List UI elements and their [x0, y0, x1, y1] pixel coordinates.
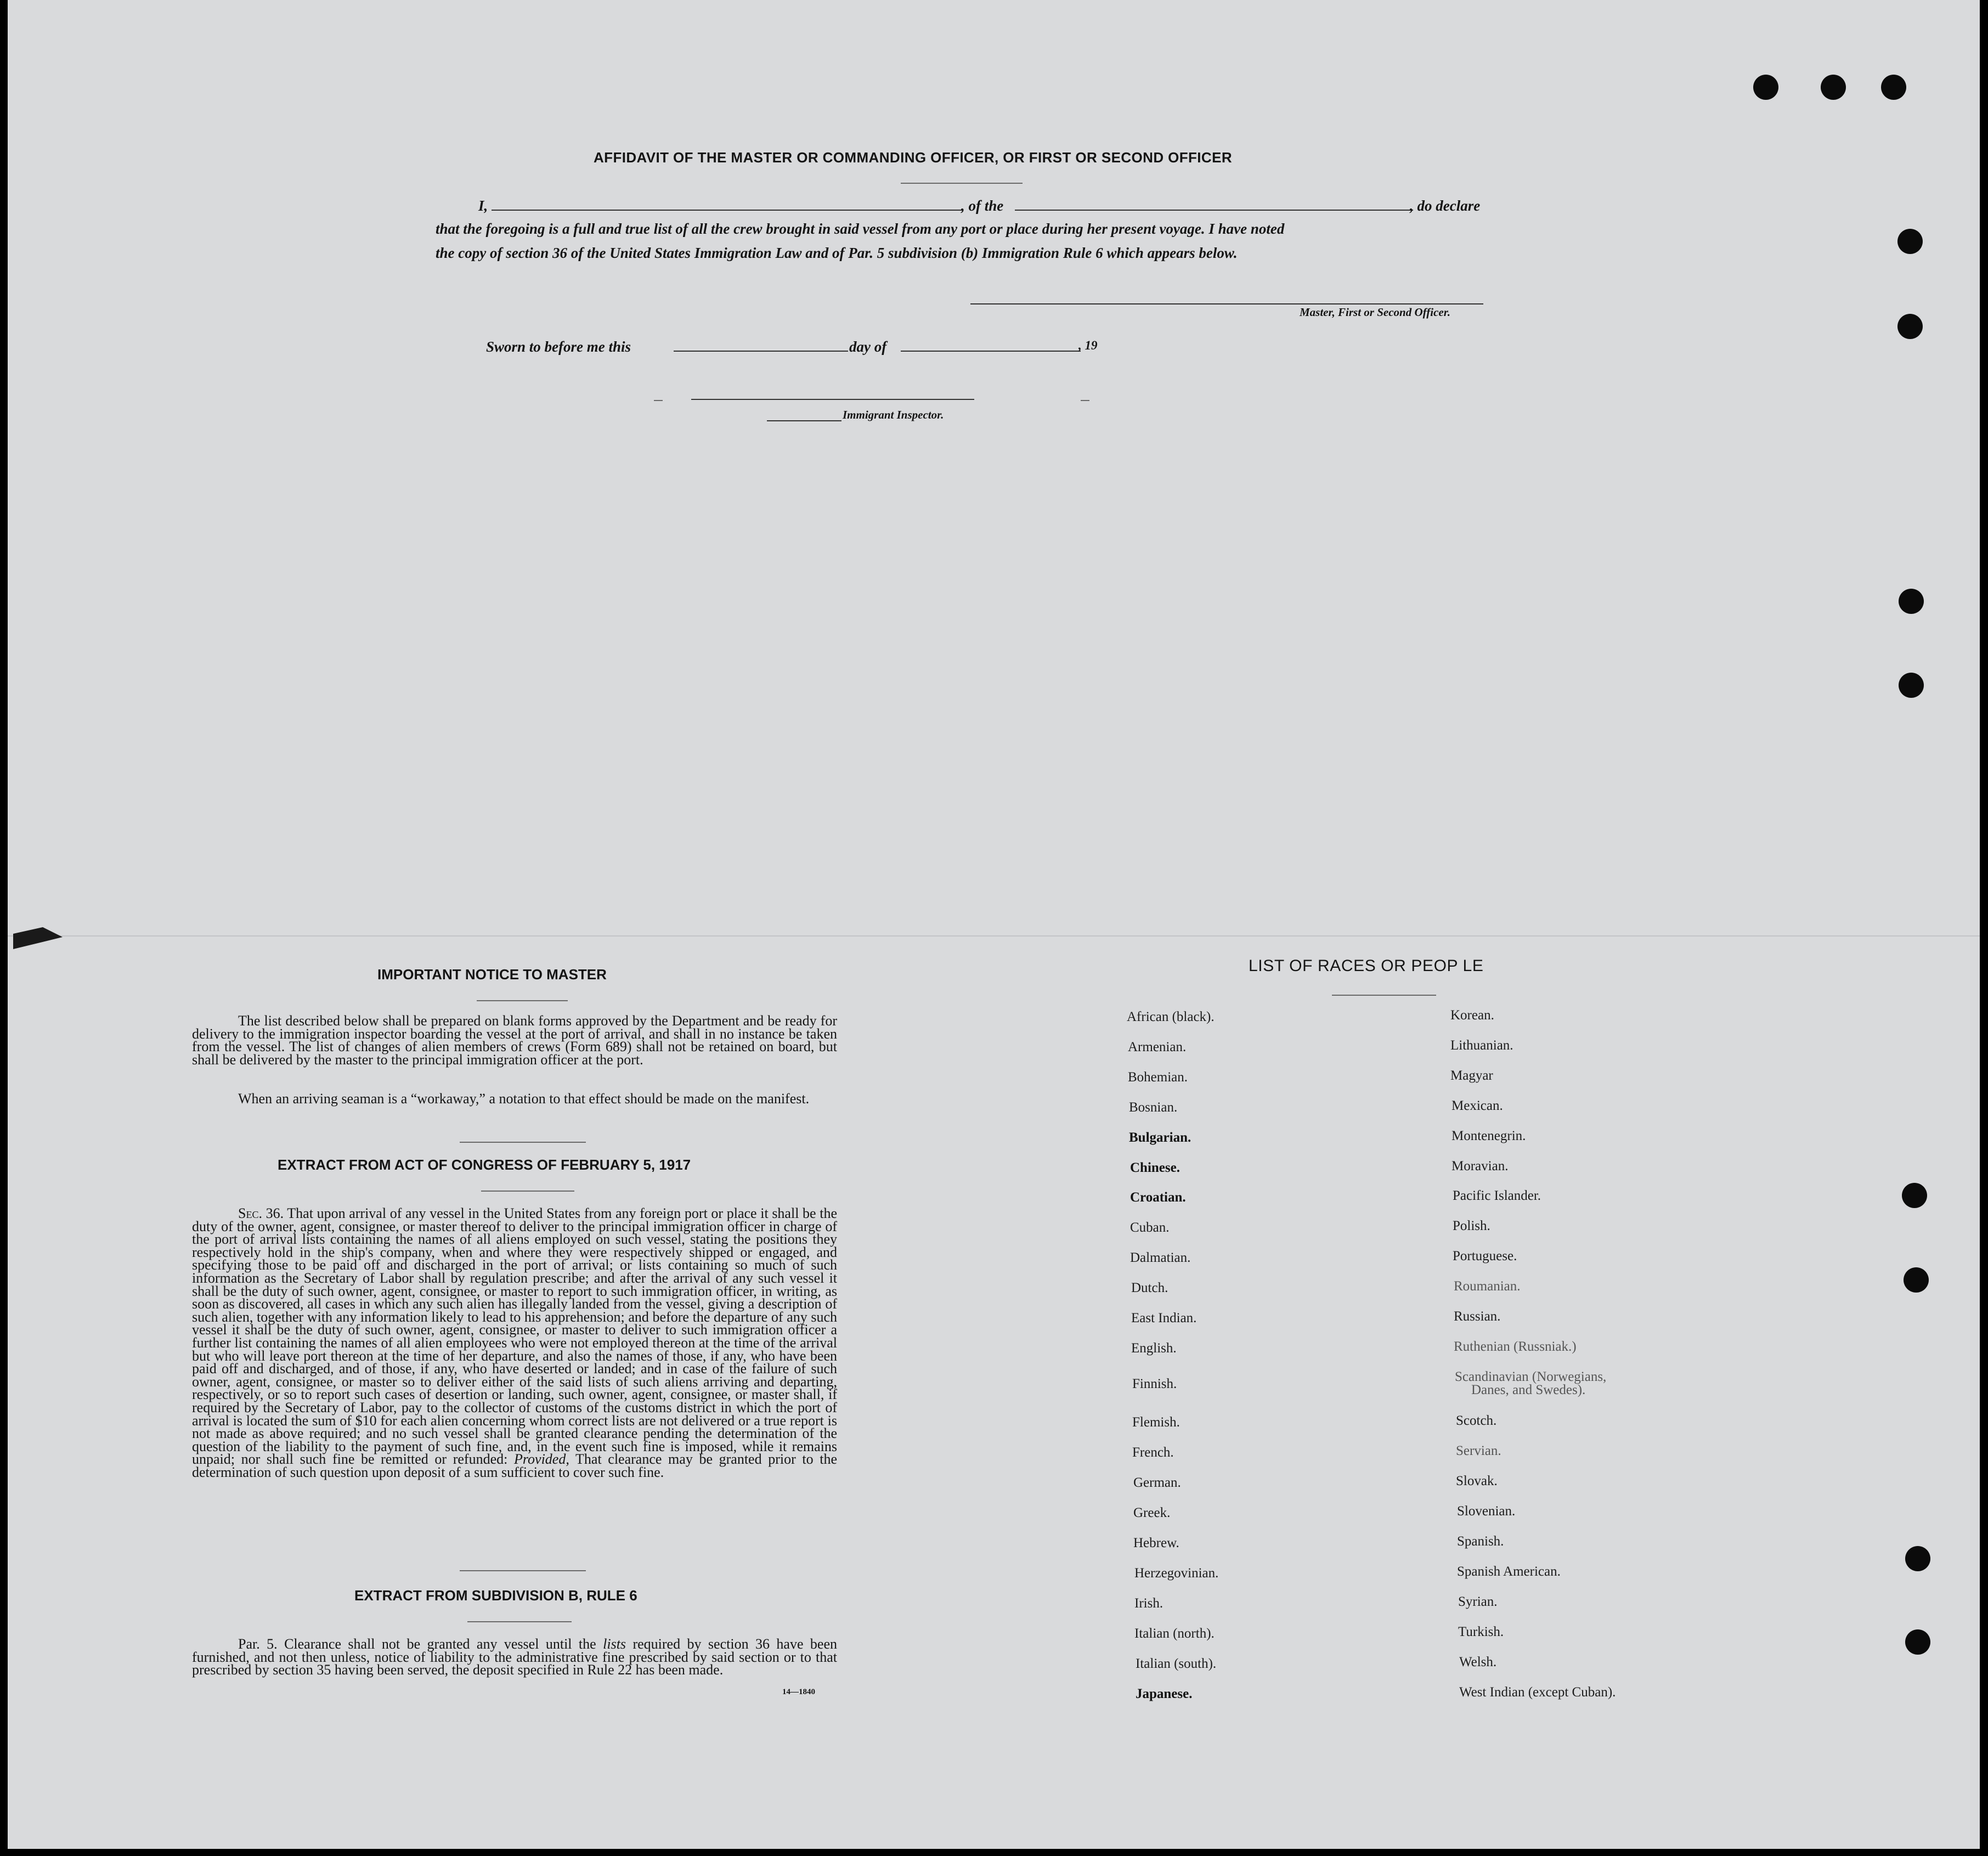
- race-right: Lithuanian.: [1450, 1038, 1513, 1053]
- race-right: Welsh.: [1459, 1655, 1497, 1669]
- form-number: 14—1840: [782, 1688, 815, 1696]
- race-right: Ruthenian (Russniak.): [1454, 1339, 1577, 1354]
- binder-hole: [1897, 229, 1923, 254]
- race-left: Armenian.: [1128, 1040, 1187, 1054]
- race-left: Flemish.: [1132, 1415, 1180, 1430]
- divider: [460, 1570, 586, 1571]
- race-left: Greek.: [1133, 1505, 1171, 1520]
- race-left: Bohemian.: [1128, 1070, 1188, 1085]
- binder-hole: [1905, 1546, 1930, 1571]
- binder-hole: [1821, 75, 1846, 100]
- binder-hole: [1899, 673, 1924, 698]
- race-left: Herzegovinian.: [1134, 1566, 1219, 1581]
- race-left: Japanese.: [1136, 1686, 1193, 1701]
- sworn-month-blank[interactable]: [901, 351, 1081, 352]
- dash-mark: [1081, 400, 1089, 401]
- section-text-end: That clearance may be granted prior to the determination of such question upon deposit of a sum sufficient to cover such fine.: [192, 1451, 838, 1480]
- inspector-label: Immigrant Inspector.: [843, 408, 944, 421]
- race-left: Irish.: [1134, 1596, 1164, 1611]
- declare-label: , do declare: [1410, 198, 1481, 214]
- race-right: Polish.: [1453, 1218, 1490, 1233]
- affidavit-title: AFFIDAVIT OF THE MASTER OR COMMANDING OFFICER, OR FIRST OR SECOND OFFICER: [594, 149, 1233, 166]
- act-extract-title: EXTRACT FROM ACT OF CONGRESS OF FEBRUARY 5, 1917: [278, 1157, 691, 1173]
- rule-extract-text: [192, 1638, 837, 1677]
- divider: [460, 1142, 586, 1143]
- sworn-day-of: day of: [849, 339, 887, 355]
- binder-hole: [1902, 1183, 1927, 1208]
- race-left: Hebrew.: [1133, 1536, 1179, 1550]
- divider: [477, 1000, 568, 1001]
- race-left: Finnish.: [1132, 1377, 1177, 1391]
- notice-paragraph-1: The list described below shall be prepared on blank forms approved by the Department and be ready for delivery to the immigration inspector boarding the vessel at the port of arrival, and shall in no instance be taken from the vessel. The list of changes of alien members of crews (Form 689) shall not be retained on board, but shall be delivered by the master to the principal immigration officer at the port.: [192, 1013, 837, 1068]
- affidavit-line-3: the copy of section 36 of the United States Immigration Law and of Par. 5 subdivision (b) Immigration Rule 6 which appears below.: [436, 245, 1238, 261]
- race-right: Scotch.: [1456, 1413, 1497, 1428]
- race-left: Italian (south).: [1136, 1656, 1217, 1671]
- race-left: German.: [1133, 1475, 1181, 1490]
- race-left: Dutch.: [1131, 1280, 1168, 1295]
- binder-hole: [1899, 589, 1924, 614]
- divider: [481, 1191, 574, 1192]
- binder-hole: [1881, 75, 1906, 100]
- race-left: East Indian.: [1131, 1311, 1197, 1325]
- race-right: Montenegrin.: [1452, 1129, 1526, 1143]
- master-signature-label: Master, First or Second Officer.: [1300, 306, 1450, 319]
- provided-label: Provided,: [514, 1451, 569, 1468]
- race-right-continued: Danes, and Swedes).: [1471, 1383, 1586, 1397]
- notice-paragraph-2: When an arriving seaman is a “workaway,” a notation to that effect should be made on the manifest.: [238, 1091, 810, 1107]
- race-left: Dalmatian.: [1130, 1250, 1191, 1265]
- notice-title: IMPORTANT NOTICE TO MASTER: [377, 966, 607, 983]
- race-right: Syrian.: [1458, 1594, 1498, 1609]
- race-right: Servian.: [1456, 1443, 1501, 1458]
- dash-mark: [654, 400, 663, 401]
- binder-hole: [1897, 314, 1923, 339]
- page-fold: [8, 935, 1980, 937]
- rule-extract-title: EXTRACT FROM SUBDIVISION B, RULE 6: [354, 1587, 637, 1604]
- race-right: Roumanian.: [1454, 1279, 1521, 1294]
- race-right: Turkish.: [1458, 1624, 1504, 1639]
- race-left: Cuban.: [1130, 1220, 1170, 1235]
- section-label: Sec. 36.: [238, 1205, 284, 1221]
- rule-text: Par. 5. Clearance shall not be granted any vessel until the: [238, 1636, 596, 1652]
- race-right: Korean.: [1450, 1008, 1494, 1023]
- race-right: Mexican.: [1452, 1098, 1503, 1113]
- inspector-short-line: [767, 420, 841, 421]
- race-right: Scandinavian (Norwegians,: [1455, 1369, 1607, 1384]
- declarant-name-blank[interactable]: [492, 210, 963, 211]
- race-right: Pacific Islander.: [1453, 1188, 1541, 1203]
- race-right: Slovak.: [1456, 1474, 1498, 1488]
- race-right: Portuguese.: [1453, 1249, 1517, 1263]
- torn-edge: [13, 927, 63, 949]
- race-left: French.: [1132, 1445, 1174, 1460]
- race-right: Spanish.: [1457, 1534, 1504, 1549]
- race-right: Russian.: [1454, 1309, 1501, 1324]
- inspector-signature-line[interactable]: [691, 399, 974, 400]
- binder-hole: [1753, 75, 1778, 100]
- race-left: English.: [1131, 1341, 1177, 1356]
- vessel-name-blank[interactable]: [1015, 210, 1413, 211]
- races-title: LIST OF RACES OR PEOP LE: [1249, 957, 1484, 975]
- sworn-prefix: Sworn to before me this: [486, 339, 631, 355]
- divider: [901, 183, 1023, 184]
- race-left: Croatian.: [1130, 1190, 1186, 1205]
- race-right: West Indian (except Cuban).: [1459, 1685, 1616, 1700]
- of-the-label: , of the: [961, 198, 1004, 214]
- race-left: Italian (north).: [1134, 1626, 1215, 1641]
- race-right: Magyar: [1450, 1068, 1493, 1083]
- race-right: Slovenian.: [1457, 1504, 1516, 1519]
- binder-hole: [1904, 1267, 1929, 1293]
- lists-word: lists: [603, 1636, 626, 1652]
- affidavit-line-2: that the foregoing is a full and true list of all the crew brought in said vessel from any port or place during her present voyage. I have noted: [436, 221, 1285, 237]
- binder-hole: [1905, 1629, 1930, 1655]
- race-left: Bosnian.: [1129, 1100, 1178, 1115]
- race-right: Spanish American.: [1457, 1564, 1561, 1579]
- divider: [1332, 995, 1436, 996]
- master-signature-line[interactable]: [970, 303, 1483, 304]
- section-text: That upon arrival of any vessel in the United States from any foreign port or place it shall be the duty of the owner, agent, consignee, or master thereof to deliver to the principal immigration officer in charge of the port of arrival lists containing the names of all aliens employed on such vessel, stating the positions they respectively hold in the ship's company, when and where they were respectively shipped or engaged, and specifying those to be paid off and discharged in the port of arrival; or lists containing so much of such information as the Secretary of Labor shall by regulation prescribe; and after the arrival of any such vessel it shall be the duty of such owner, agent, consignee, or master to report to such immigration officer, in writing, as soon as discovered, all cases in which any such alien has illegally landed from the vessel, giving a description of such alien, together with any information likely to lead to his apprehension; and before the departure of any such vessel it shall be the duty of such owner, agent, consignee, or master to deliver to such immigration officer a further list containing the names of all alien employees who were not employed thereon at the time of the arrival but who will leave port thereon at the time of her departure, and also the names of those, if any, who have been paid off and discharged, and of those, if any, who have deserted or landed; and in case of the failure of such owner, agent, consignee, or master so to deliver either of the said lists of such aliens arriving and departing, respectively, or so to report such cases of desertion or landing, such owner, agent, consignee, or master shall, if required by the Secretary of Labor, pay to the collector of customs of the customs district in which the port of arrival is located the sum of $10 for each alien concerning whom correct lists are not delivered or a true report is not made as above required; and no such vessel shall be granted clearance pending the determination of the question of the liability to the payment of such fine, and, in the event such fine is imposed, while it remains unpaid; nor shall such fine be remitted or refunded:: [192, 1205, 838, 1468]
- act-extract-text: [192, 1207, 837, 1479]
- sworn-day-blank[interactable]: [674, 351, 848, 352]
- rule-text-end: required by section 36 have been furnished, and not then unless, notice of liability to the administrative fine prescribed by said section or to that prescribed by section 35 having been served, the deposit specified in Rule 22 has been made.: [192, 1636, 837, 1678]
- race-right: Moravian.: [1452, 1159, 1509, 1174]
- race-left: Bulgarian.: [1129, 1130, 1191, 1145]
- divider: [467, 1621, 572, 1622]
- race-left: Chinese.: [1130, 1160, 1180, 1175]
- race-left: African (black).: [1127, 1009, 1215, 1024]
- document-page: [8, 0, 1980, 1849]
- sworn-year: , 19: [1078, 339, 1098, 352]
- declarant-prefix: I,: [478, 198, 488, 214]
